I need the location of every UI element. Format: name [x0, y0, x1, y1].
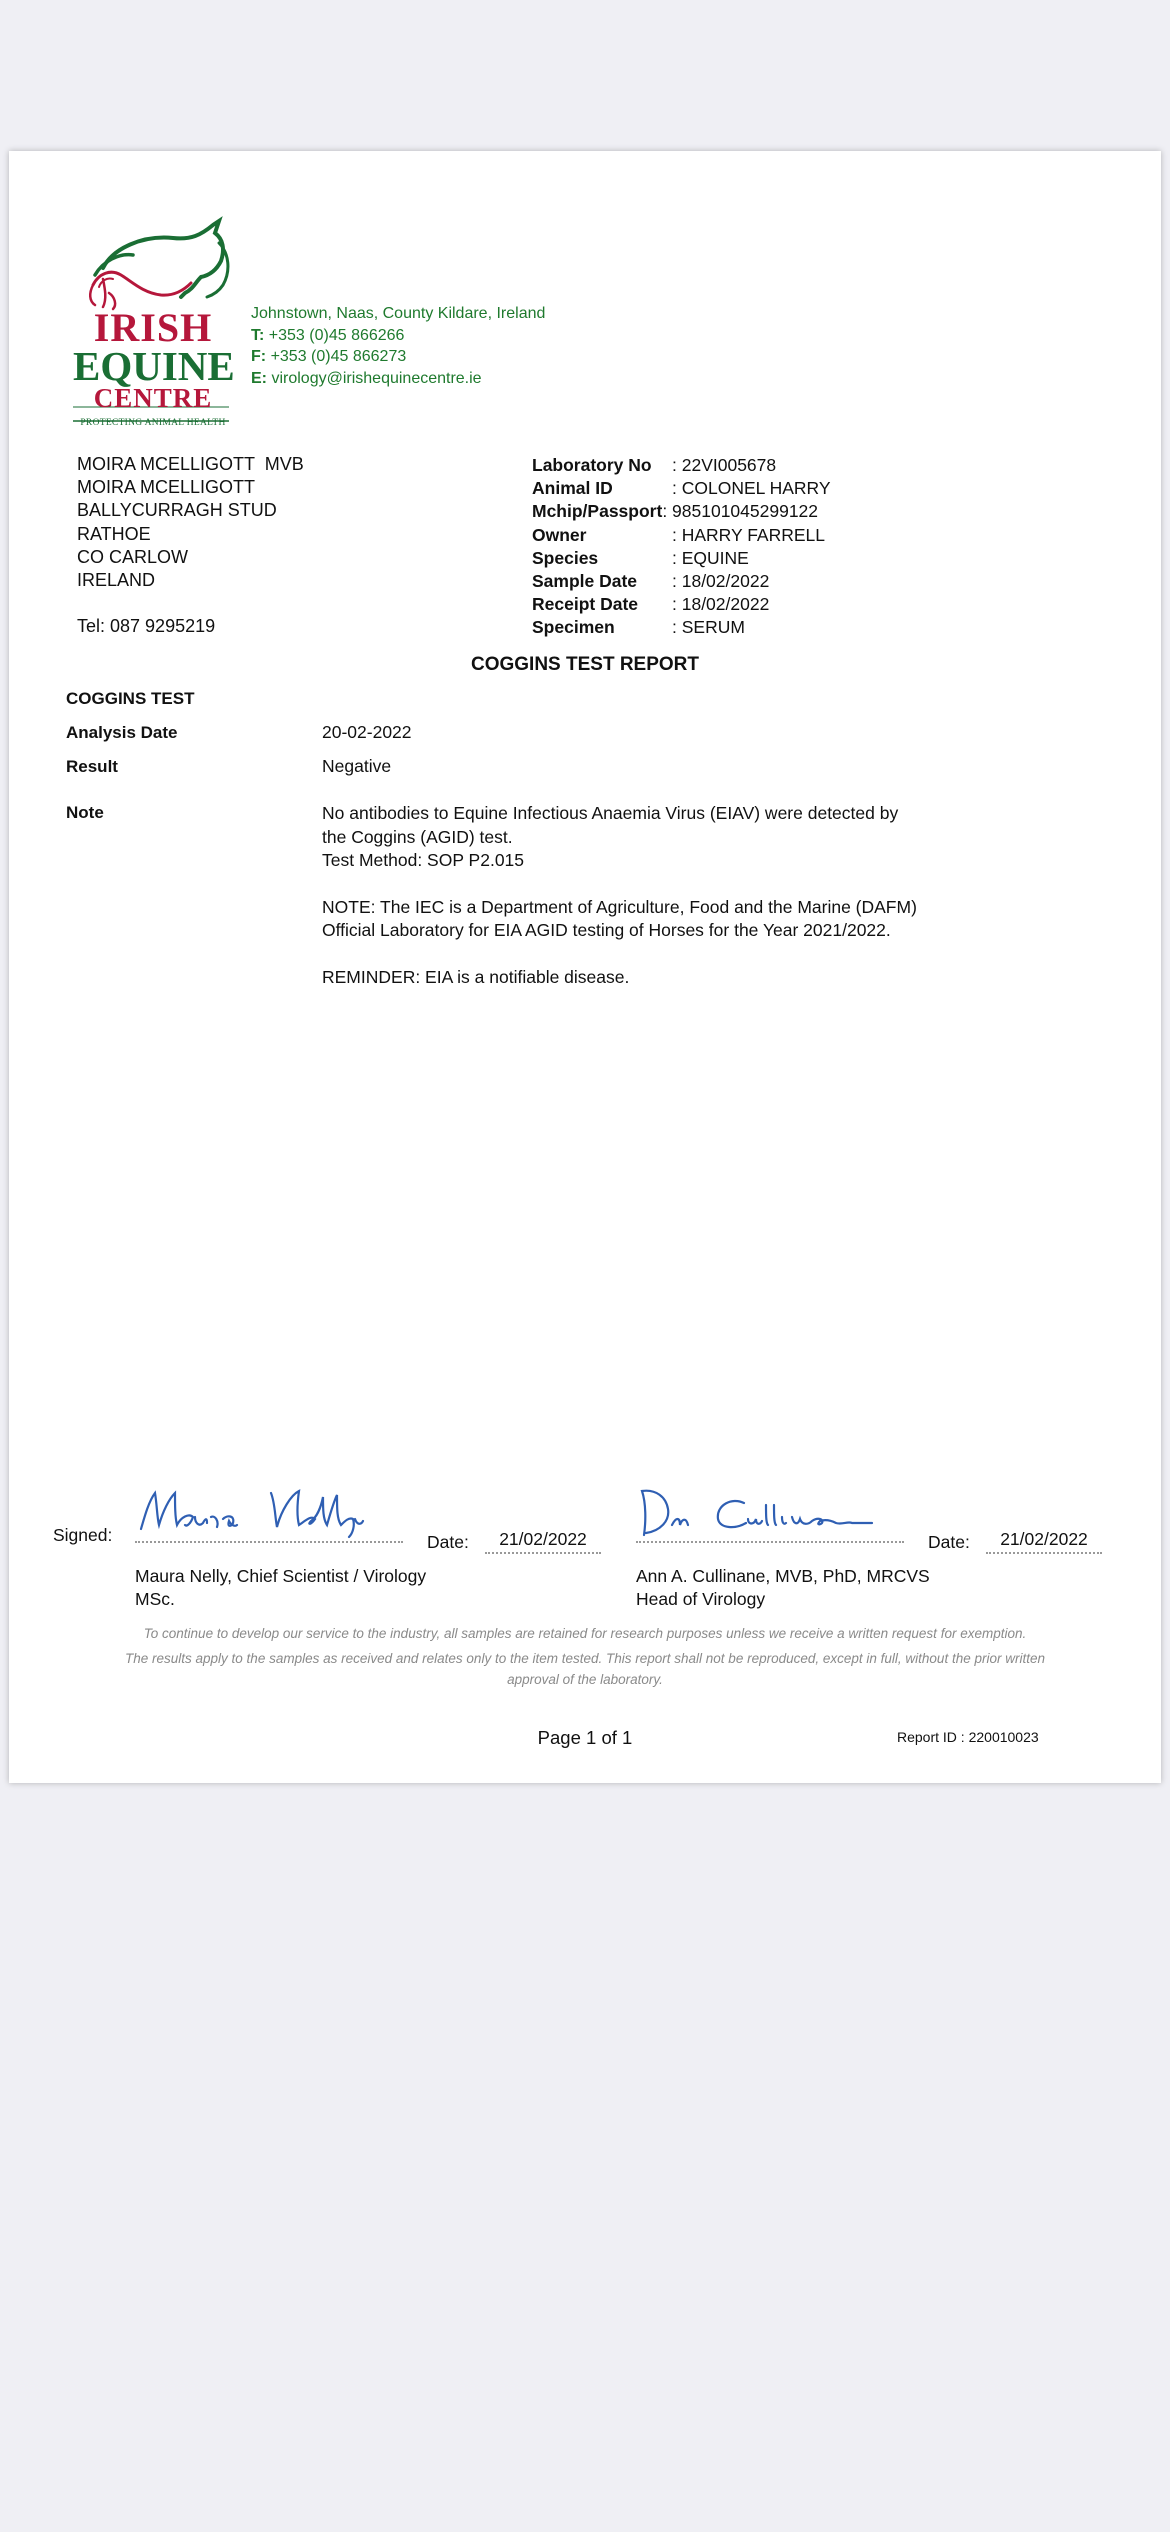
- signer-right-name: Ann A. Cullinane, MVB, PhD, MRCVS: [636, 1566, 930, 1586]
- signed-label: Signed:: [53, 1525, 113, 1545]
- contact-address: Johnstown, Naas, County Kildare, Ireland: [251, 305, 546, 322]
- logo-tagline: PROTECTING ANIMAL HEALTH: [80, 418, 226, 428]
- analysis-date-label: Analysis Date: [66, 723, 178, 742]
- irish-equine-centre-logo: [73, 213, 241, 433]
- analysis-date-value: 20-02-2022: [322, 722, 412, 742]
- sample-info: [532, 454, 831, 640]
- date-label-left: Date:: [427, 1532, 469, 1552]
- note-paragraph: No antibodies to Equine Infectious Anaemia Virus (EIAV) were detected by the Coggins (AGID) test.: [322, 803, 899, 847]
- date-value-left: 21/02/2022: [485, 1529, 601, 1554]
- signature-maura-nelly-icon: [135, 1481, 403, 1539]
- logo-word-irish: IRISH: [93, 305, 213, 350]
- note-reminder: REMINDER: EIA is a notifiable disease.: [322, 966, 630, 987]
- contact-email: E: virology@irishequinecentre.ie: [251, 369, 482, 387]
- info-row-sample-date: Sample Date : 18/02/2022: [532, 571, 770, 592]
- date-value-right: 21/02/2022: [986, 1529, 1102, 1554]
- contact-block: [251, 303, 545, 389]
- signer-left: [135, 1565, 426, 1611]
- report-title: COGGINS TEST REPORT: [470, 654, 700, 675]
- info-row-species: Species : EQUINE: [532, 547, 749, 568]
- recipient-address: [77, 453, 304, 638]
- note-text: [322, 802, 922, 989]
- disclaimer-results: The results apply to the samples as received and relates only to the item tested. This report shall not be reproduced, except in full, without the prior written approval of the laboratory.: [125, 1651, 1045, 1687]
- recipient-tel: Tel: 087 9295219: [77, 616, 216, 637]
- signer-left-qual: MSc.: [135, 1589, 175, 1609]
- info-row-owner: Owner : HARRY FARRELL: [532, 524, 826, 545]
- signer-left-name: Maura Nelly, Chief Scientist / Virology: [135, 1566, 427, 1586]
- recipient-line: MOIRA MCELLIGOTT MVB: [77, 454, 304, 474]
- recipient-line: BALLYCURRAGH STUD: [77, 500, 277, 521]
- report-id: Report ID : 220010023: [897, 1729, 1039, 1745]
- signature-ann-cullinane-icon: [636, 1481, 904, 1539]
- section-heading: COGGINS TEST: [66, 689, 195, 708]
- report-page: [9, 151, 1161, 1783]
- info-row-mchip: Mchip/Passport: 985101045299122: [532, 501, 819, 522]
- recipient-line: IRELAND: [77, 570, 156, 591]
- note-label: Note: [66, 803, 104, 822]
- page-number: Page 1 of 1: [537, 1727, 633, 1748]
- contact-fax: F: +353 (0)45 866273: [251, 348, 407, 365]
- date-label-right: Date:: [928, 1532, 970, 1552]
- contact-phone: T: +353 (0)45 866266: [251, 326, 405, 344]
- signer-right-title: Head of Virology: [636, 1589, 766, 1609]
- result-label: Result: [66, 757, 118, 776]
- recipient-line: CO CARLOW: [77, 546, 189, 567]
- result-value: Negative: [322, 756, 392, 776]
- signature-left: [135, 1481, 403, 1543]
- info-row-specimen: Specimen : SERUM: [532, 617, 745, 638]
- signature-right: [636, 1481, 904, 1543]
- info-row-animal-id: Animal ID : COLONEL HARRY: [532, 478, 831, 499]
- logo-word-centre: CENTRE: [93, 383, 213, 413]
- signer-right: [636, 1565, 930, 1611]
- info-row-receipt-date: Receipt Date : 18/02/2022: [532, 594, 770, 615]
- note-test-method: Test Method: SOP P2.015: [322, 850, 525, 870]
- recipient-line: RATHOE: [77, 523, 151, 544]
- disclaimer: [9, 1623, 1161, 1690]
- recipient-line: MOIRA MCELLIGOTT: [77, 477, 256, 498]
- disclaimer-retention: To continue to develop our service to the industry, all samples are retained for research purposes unless we receive a written request for exemption.: [143, 1626, 1027, 1641]
- note-dafm: NOTE: The IEC is a Department of Agriculture, Food and the Marine (DAFM) Official Laboratory for EIA AGID testing of Horses for the Year 2021/2022.: [322, 896, 917, 940]
- logo-word-equine: EQUINE: [73, 343, 235, 389]
- info-row-lab-no: Laboratory No : 22VI005678: [532, 455, 777, 475]
